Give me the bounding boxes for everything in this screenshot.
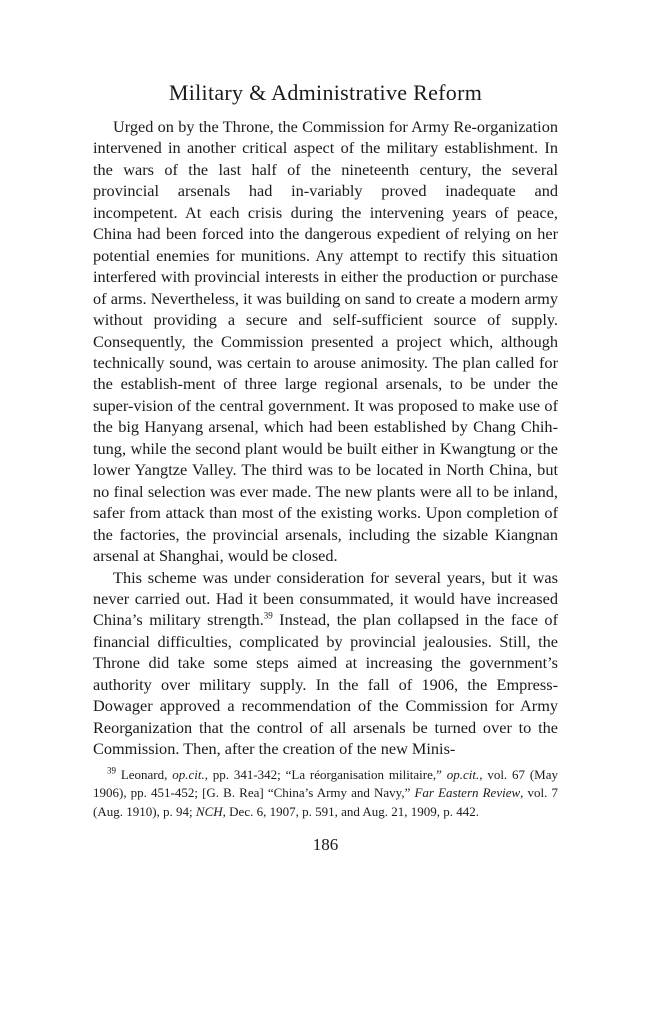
footnote-journal-title: Far Eastern Review <box>414 785 521 801</box>
footnote-39 <box>93 766 558 822</box>
footnote-opcit: op.cit. <box>172 766 205 782</box>
running-head: Military & Administrative Reform <box>168 80 483 105</box>
paragraph-2 <box>93 567 558 760</box>
footnote-text: , pp. 341-342; “La réorganisation militaire,” <box>204 766 447 782</box>
footnotes <box>93 766 558 822</box>
footnote-text: , Dec. 6, 1907, p. 591, and Aug. 21, 1909, p. 442. <box>222 803 480 819</box>
body-text <box>93 116 558 760</box>
book-page <box>93 78 558 855</box>
footnote-text: , vol. 7 (Aug. 1910), p. 94; <box>93 785 558 819</box>
footnote-nch: NCH <box>195 803 223 819</box>
paragraph-1: Urged on by the Throne, the Commission for Army Re-organization intervened in another critical aspect of the military establishment. In the wars of the last half of the nineteenth century, the several provincial arsenals had in-variably proved inadequate and incompetent. At each crisis during the intervening years of peace, China had been forced into the dangerous expedient of relying on her potential enemies for munitions. Any attempt to rectify this situation interfered with provincial interests in either the production or purchase of arms. Nevertheless, it was building on sand to create a modern army without providing a secure and self-sufficient source of supply. Consequently, the Commission presented a project which, although technically sound, was certain to arouse animosity. The plan called for the establish-ment of three large regional arsenals, to be under the super-vision of the central government. It was proposed to make use of the big Hanyang arsenal, which had been established by Chang Chih-tung, while the second plant would be built either in Kwangtung or the lower Yangtze Valley. The third was to be located in North China, but no final selection was ever made. The new plants were all to be inland, safer from attack than most of the existing works. Upon completion of the factories, the provincial arsenals, including the sizable Kiangnan arsenal at Shanghai, would be closed. <box>93 117 558 566</box>
footnote-reference: 39 <box>263 611 273 621</box>
footnote-opcit: op.cit. <box>446 766 480 782</box>
page-number: 186 <box>312 835 339 855</box>
footnote-text: Leonard, <box>116 766 173 782</box>
paragraph-2-text-before-note: This scheme was under consideration for several years, but it was never carried out. Had it been consummated, it would have increased China’s military strength. <box>93 567 558 630</box>
footnote-number: 39 <box>107 765 116 776</box>
footnote-text: , vol. 67 (May 1906), pp. 451-452; [G. B. Rea] “China’s Army and Navy,” <box>93 766 558 801</box>
paragraph-2-text-after-note: Instead, the plan collapsed in the face of financial difficulties, complicated by provincial jealousies. Still, the Throne did take some steps aimed at increasing the government’s authority over military supply. In the fall of 1906, the Empress-Dowager approved a recommendation of the Commission for Army Reorganization that the control of all arsenals be turned over to the Commission. Then, after the creation of the new Minis- <box>93 610 558 759</box>
